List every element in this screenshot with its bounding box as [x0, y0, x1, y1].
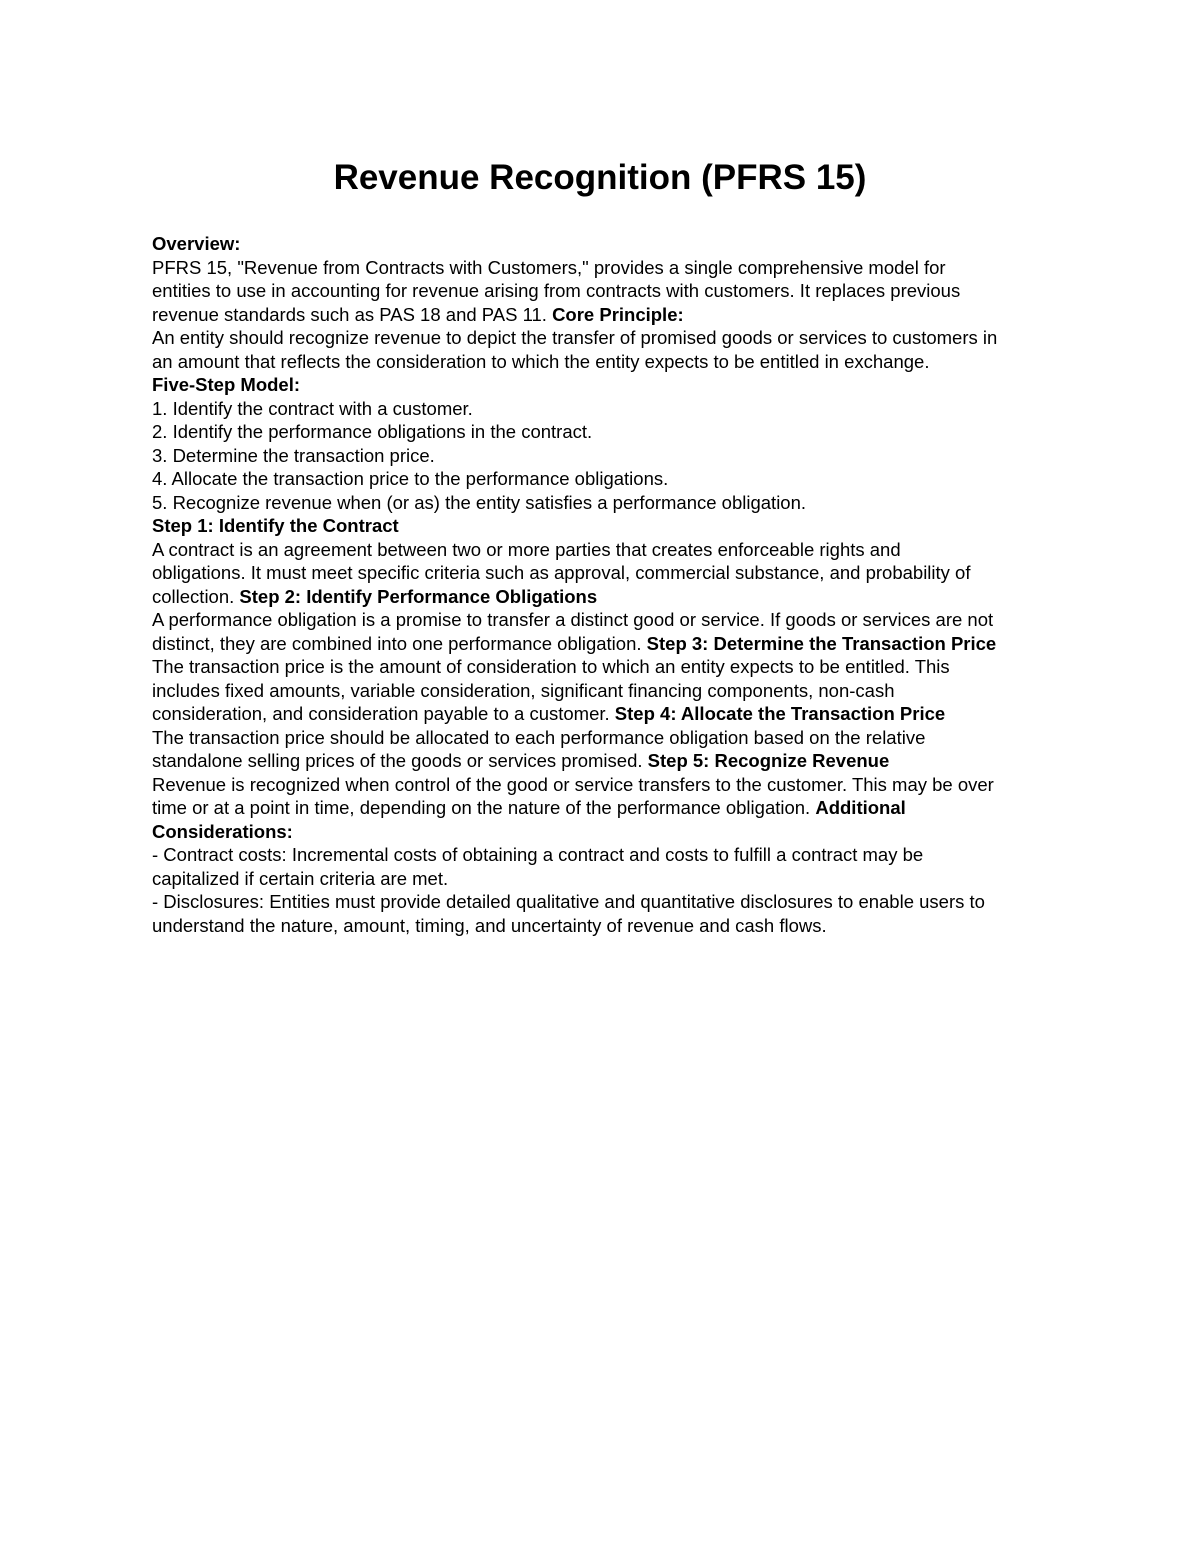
paragraph-text: revenue standards such as PAS 18 and PAS 11. [152, 303, 553, 325]
heading-text: Step 2: Identify Performance Obligations [239, 585, 598, 607]
text-line [152, 514, 1052, 538]
text-line [152, 491, 1052, 515]
document-body [152, 232, 1052, 937]
paragraph-text: 5. Recognize revenue when (or as) the entity satisfies a performance obligation. [152, 491, 807, 513]
paragraph-text: The transaction price is the amount of consideration to which an entity expects to be entitled. This [152, 656, 950, 677]
paragraph-text: An entity should recognize revenue to depict the transfer of promised goods or services to customers in [152, 327, 998, 348]
heading-text: Core Principle: [552, 303, 684, 325]
paragraph-text: Revenue is recognized when control of the good or service transfers to the customer. This may be over [152, 773, 994, 795]
heading-text: Step 5: Recognize Revenue [647, 750, 890, 771]
heading-text: Overview: [152, 233, 241, 254]
paragraph-text: A performance obligation is a promise to transfer a distinct good or service. If goods or services are not [152, 609, 994, 630]
text-line [152, 655, 1052, 679]
paragraph-text: 1. Identify the contract with a customer. [152, 397, 473, 419]
text-line [152, 350, 1052, 374]
paragraph-text: - Disclosures: Entities must provide detailed qualitative and quantitative disclosures to enable users to [152, 891, 985, 912]
heading-text: Additional [815, 797, 906, 818]
paragraph-text: includes fixed amounts, variable consideration, significant financing components, non-cash [152, 679, 895, 701]
paragraph-text: distinct, they are combined into one performance obligation. [152, 632, 647, 654]
paragraph-text: understand the nature, amount, timing, and uncertainty of revenue and cash flows. [152, 914, 827, 936]
text-line [152, 796, 1052, 820]
document-title: Revenue Recognition (PFRS 15) [333, 158, 867, 197]
paragraph-text: obligations. It must meet specific criteria such as approval, commercial substance, and probability of [152, 562, 971, 583]
text-line [152, 444, 1052, 468]
text-line [152, 608, 1052, 632]
paragraph-text: standalone selling prices of the goods or services promised. [152, 750, 648, 771]
text-line [152, 232, 1052, 256]
text-line [152, 256, 1052, 280]
paragraph-text: PFRS 15, "Revenue from Contracts with Customers," provides a single comprehensive model for [152, 256, 946, 278]
text-line [152, 679, 1052, 703]
text-line [152, 397, 1052, 421]
heading-text: Five-Step Model: [152, 374, 301, 395]
paragraph-text: capitalized if certain criteria are met. [152, 867, 449, 889]
text-line [152, 420, 1052, 444]
text-line [152, 914, 1052, 938]
text-line [152, 820, 1052, 844]
text-line [152, 726, 1052, 750]
paragraph-text: The transaction price should be allocated to each performance obligation based on the relative [152, 726, 926, 748]
paragraph-text: 3. Determine the transaction price. [152, 444, 435, 466]
text-line [152, 561, 1052, 585]
text-line [152, 773, 1052, 797]
text-line [152, 749, 1052, 773]
paragraph-text: time or at a point in time, depending on the nature of the performance obligation. [152, 797, 816, 818]
paragraph-text: consideration, and consideration payable to a customer. [152, 703, 615, 724]
paragraph-text: an amount that reflects the consideration to which the entity expects to be entitled in exchange. [152, 350, 930, 372]
paragraph-text: 4. Allocate the transaction price to the performance obligations. [152, 468, 669, 489]
text-line [152, 843, 1052, 867]
text-line [152, 702, 1052, 726]
text-line [152, 632, 1052, 656]
text-line [152, 890, 1052, 914]
text-line [152, 867, 1052, 891]
text-line [152, 326, 1052, 350]
paragraph-text: A contract is an agreement between two or more parties that creates enforceable rights and [152, 538, 901, 560]
text-line [152, 585, 1052, 609]
text-line [152, 279, 1052, 303]
text-line [152, 303, 1052, 327]
paragraph-text: entities to use in accounting for revenue arising from contracts with customers. It replaces previous [152, 280, 961, 301]
heading-text: Considerations: [152, 820, 293, 842]
text-line [152, 373, 1052, 397]
heading-text: Step 4: Allocate the Transaction Price [614, 703, 946, 724]
paragraph-text: - Contract costs: Incremental costs of obtaining a contract and costs to fulfill a contract may be [152, 844, 924, 865]
paragraph-text: collection. [152, 585, 240, 607]
text-line [152, 538, 1052, 562]
heading-text: Step 1: Identify the Contract [152, 515, 399, 536]
text-line [152, 467, 1052, 491]
heading-text: Step 3: Determine the Transaction Price [646, 632, 997, 654]
paragraph-text: 2. Identify the performance obligations in the contract. [152, 421, 593, 442]
